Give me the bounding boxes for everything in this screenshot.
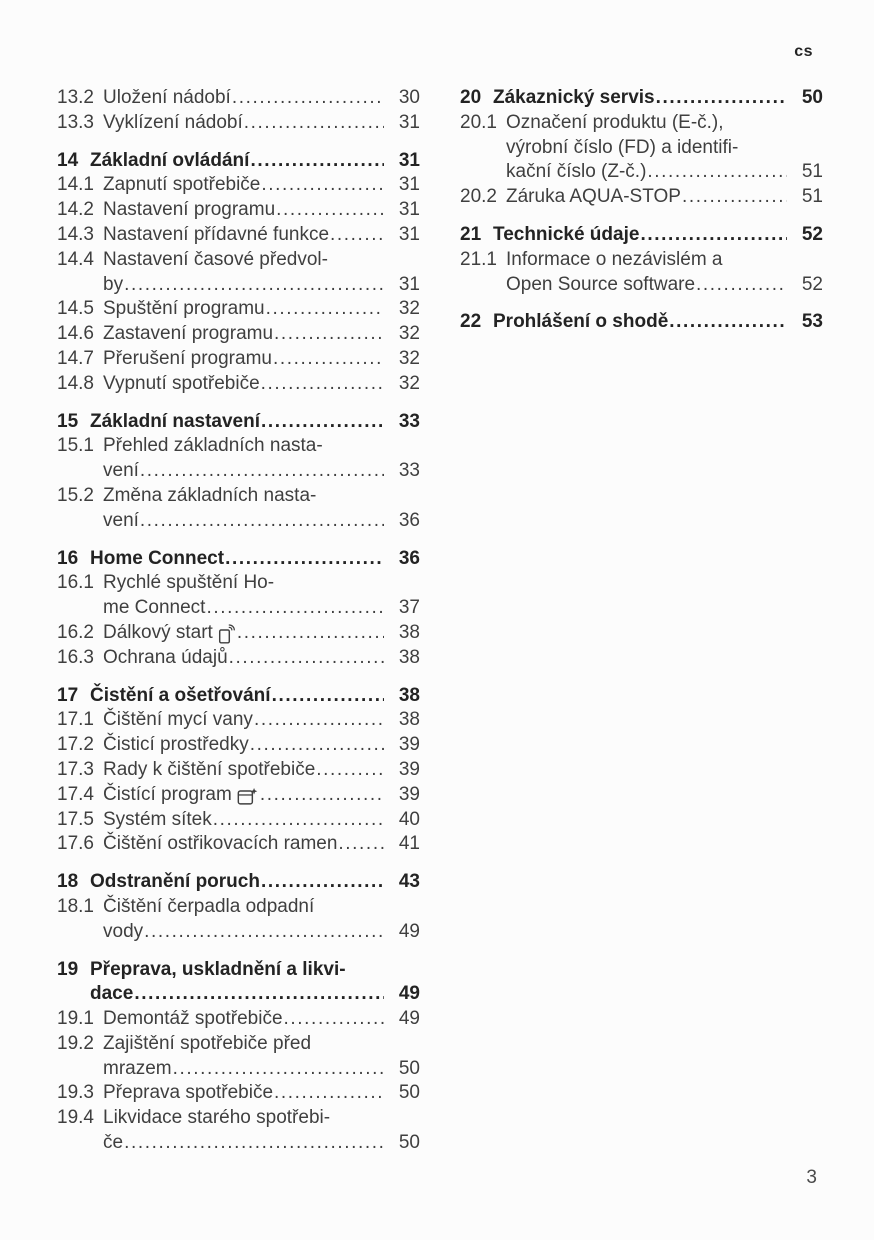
- toc-entry-number: 16: [57, 547, 79, 569]
- toc-entry-line: [103, 1057, 420, 1082]
- toc-subsection-entry: [57, 322, 420, 347]
- toc-entry-body: [493, 310, 823, 335]
- dots-leader: [261, 410, 384, 435]
- dots-leader: [213, 808, 384, 833]
- toc-entry-number: 18: [57, 871, 79, 893]
- toc-entry-number: 19.2: [57, 1032, 94, 1054]
- toc-entry-body: [103, 808, 420, 833]
- toc-entry-number: 17.1: [57, 709, 94, 731]
- toc-subsection-entry: [57, 621, 420, 646]
- dots-leader: [682, 185, 787, 210]
- toc-entry-body: [103, 198, 420, 223]
- toc-entry-title: vení: [103, 460, 139, 482]
- toc-entry-line: [103, 571, 420, 596]
- toc-entry-line: [103, 459, 420, 484]
- toc-entry-title: Vyklízení nádobí: [103, 111, 243, 133]
- toc-entry-page-number: 31: [398, 273, 420, 295]
- toc-entry-title: Informace o nezávislém a: [506, 248, 723, 270]
- toc-section-entry: [57, 958, 420, 1008]
- toc-entry-page-number: 31: [398, 199, 420, 221]
- toc-columns: [57, 86, 823, 1156]
- toc-entry-line: [103, 1007, 420, 1032]
- toc-entry-line: [90, 149, 420, 174]
- toc-entry-body: [103, 1007, 420, 1032]
- dots-leader: [273, 347, 384, 372]
- toc-entry-body: [103, 708, 420, 733]
- toc-entry-line: [103, 1032, 420, 1057]
- toc-entry-body: [506, 111, 823, 185]
- toc-entry-line: [90, 410, 420, 435]
- toc-entry-line: [90, 958, 420, 983]
- toc-section-entry: [57, 410, 420, 435]
- toc-subsection-entry: [57, 808, 420, 833]
- toc-subsection-entry: [57, 758, 420, 783]
- dots-leader: [254, 708, 384, 733]
- toc-entry-title: Čištění ostřikovacích ramen: [103, 833, 338, 855]
- dots-leader: [647, 160, 787, 185]
- toc-entry-page-number: 33: [398, 460, 420, 482]
- toc-entry-number: 17.6: [57, 833, 94, 855]
- toc-entry-page-number: 50: [398, 1057, 420, 1079]
- toc-subsection-entry: [57, 895, 420, 945]
- toc-subsection-entry: [57, 783, 420, 808]
- dots-leader: [266, 297, 384, 322]
- toc-section-entry: [57, 684, 420, 709]
- toc-entry-title: Čisticí prostředky: [103, 734, 249, 756]
- toc-subsection-entry: [57, 733, 420, 758]
- toc-entry-page-number: 51: [801, 186, 823, 208]
- toc-entry-title: Čištění čerpadla odpadní: [103, 895, 315, 917]
- toc-entry-body: [103, 347, 420, 372]
- toc-entry-line: [103, 708, 420, 733]
- toc-entry-body: [103, 173, 420, 198]
- dots-leader: [173, 1057, 384, 1082]
- toc-entry-number: 14.8: [57, 372, 94, 394]
- toc-entry-number: 19.3: [57, 1082, 94, 1104]
- toc-entry-line: [506, 160, 823, 185]
- toc-entry-line: [103, 808, 420, 833]
- toc-entry-title: Demontáž spotřebiče: [103, 1008, 283, 1030]
- toc-entry-body: [90, 149, 420, 174]
- toc-section-entry: [460, 310, 823, 335]
- dots-leader: [244, 111, 384, 136]
- toc-section-entry: [460, 86, 823, 111]
- toc-entry-number: 14.1: [57, 174, 94, 196]
- dots-leader: [640, 223, 787, 248]
- toc-entry-page-number: 50: [398, 1082, 420, 1104]
- toc-entry-body: [90, 410, 420, 435]
- toc-entry-title: Zapnutí spotřebiče: [103, 174, 261, 196]
- toc-entry-line: [103, 758, 420, 783]
- toc-entry-body: [493, 86, 823, 111]
- dots-leader: [261, 372, 384, 397]
- toc-entry-body: [103, 571, 420, 621]
- toc-entry-line: [103, 248, 420, 273]
- toc-entry-number: 20: [460, 87, 482, 108]
- toc-entry-number: 19: [57, 958, 79, 980]
- toc-entry-title: Rychlé spuštění Ho-: [103, 572, 275, 594]
- toc-entry-line: [103, 372, 420, 397]
- toc-entry-body: [103, 646, 420, 671]
- toc-entry-title: výrobní číslo (FD) a identifi-: [506, 136, 739, 158]
- toc-entry-line: [103, 223, 420, 248]
- dots-leader: [338, 832, 384, 857]
- toc-entry-body: [103, 248, 420, 298]
- toc-section-entry: [57, 149, 420, 174]
- toc-subsection-entry: [57, 1032, 420, 1082]
- toc-subsection-entry: [57, 347, 420, 372]
- toc-entry-title: Likvidace starého spotřebi-: [103, 1107, 331, 1129]
- toc-entry-title: Spuštění programu: [103, 298, 265, 320]
- toc-entry-line: [103, 322, 420, 347]
- dots-leader: [232, 86, 384, 111]
- dots-leader: [284, 1007, 384, 1032]
- toc-entry-page-number: 49: [398, 1008, 420, 1030]
- toc-entry-number: 20.2: [460, 186, 497, 208]
- toc-entry-body: [103, 621, 420, 646]
- toc-entry-line: [103, 86, 420, 111]
- toc-entry-body: [506, 248, 823, 298]
- toc-entry-number: 14.4: [57, 248, 94, 270]
- toc-subsection-entry: [57, 372, 420, 397]
- dots-leader: [261, 870, 384, 895]
- toc-entry-number: 17.5: [57, 808, 94, 830]
- toc-entry-title: mrazem: [103, 1057, 172, 1079]
- toc-entry-line: [103, 621, 420, 646]
- page-number: 3: [806, 1167, 817, 1188]
- toc-entry-page-number: 31: [398, 174, 420, 196]
- toc-entry-line: [103, 198, 420, 223]
- toc-entry-line: [493, 223, 823, 248]
- dots-leader: [274, 322, 384, 347]
- dots-leader: [274, 1081, 384, 1106]
- toc-section-entry: [57, 870, 420, 895]
- toc-subsection-entry: [57, 297, 420, 322]
- toc-entry-body: [90, 870, 420, 895]
- toc-entry-body: [90, 958, 420, 1008]
- toc-entry-body: [103, 1032, 420, 1082]
- toc-entry-line: [103, 509, 420, 534]
- toc-column-left: [57, 86, 420, 1156]
- toc-entry-number: 22: [460, 311, 482, 333]
- toc-entry-title: me Connect: [103, 597, 206, 619]
- toc-entry-number: 16.3: [57, 646, 94, 668]
- toc-entry-line: [506, 136, 823, 161]
- toc-entry-title: Technické údaje: [493, 223, 640, 245]
- toc-entry-body: [103, 372, 420, 397]
- toc-entry-line: [506, 273, 823, 298]
- dots-leader: [261, 173, 384, 198]
- toc-entry-body: [103, 733, 420, 758]
- toc-entry-title: Čistící program: [103, 783, 232, 805]
- toc-entry-body: [506, 185, 823, 210]
- toc-entry-number: 19.4: [57, 1107, 94, 1129]
- toc-entry-line: [506, 248, 823, 273]
- dots-leader: [225, 547, 384, 572]
- dots-leader: [206, 596, 384, 621]
- toc-entry-body: [90, 547, 420, 572]
- toc-entry-number: 17.4: [57, 783, 94, 805]
- toc-entry-title: Uložení nádobí: [103, 87, 231, 108]
- toc-entry-page-number: 30: [398, 87, 420, 108]
- toc-entry-line: [103, 347, 420, 372]
- toc-entry-page-number: 33: [398, 410, 420, 432]
- toc-subsection-entry: [57, 1007, 420, 1032]
- toc-entry-page-number: 49: [398, 920, 420, 942]
- toc-entry-body: [103, 297, 420, 322]
- toc-entry-body: [103, 783, 420, 808]
- toc-entry-line: [103, 273, 420, 298]
- toc-subsection-entry: [57, 198, 420, 223]
- toc-entry-number: 15.2: [57, 484, 94, 506]
- toc-entry-number: 21.1: [460, 248, 497, 270]
- dots-leader: [330, 223, 384, 248]
- toc-subsection-entry: [57, 484, 420, 534]
- toc-subsection-entry: [57, 1081, 420, 1106]
- toc-entry-line: [103, 1106, 420, 1131]
- toc-entry-page-number: 50: [801, 87, 823, 108]
- toc-entry-page-number: 31: [398, 223, 420, 245]
- toc-entry-title: Systém sítek: [103, 808, 212, 830]
- toc-entry-body: [90, 684, 420, 709]
- toc-entry-number: 18.1: [57, 895, 94, 917]
- toc-entry-page-number: 32: [398, 372, 420, 394]
- toc-entry-page-number: 40: [398, 808, 420, 830]
- toc-entry-line: [103, 1081, 420, 1106]
- toc-entry-body: [103, 111, 420, 136]
- toc-subsection-entry: [460, 185, 823, 210]
- toc-entry-page-number: 38: [398, 684, 420, 706]
- toc-entry-number: 17.3: [57, 758, 94, 780]
- toc-entry-line: [103, 646, 420, 671]
- toc-entry-line: [103, 1131, 420, 1156]
- toc-entry-number: 17.2: [57, 734, 94, 756]
- toc-column-right: [460, 86, 823, 1156]
- toc-entry-title: Přeprava spotřebiče: [103, 1082, 274, 1104]
- dots-leader: [250, 149, 384, 174]
- dots-leader: [276, 198, 384, 223]
- toc-entry-title: Přeprava, uskladnění a likvi-: [90, 958, 346, 980]
- toc-entry-body: [103, 484, 420, 534]
- toc-entry-title: Ochrana údajů: [103, 646, 228, 668]
- toc-entry-body: [103, 1081, 420, 1106]
- toc-entry-title: Vypnutí spotřebiče: [103, 372, 260, 394]
- toc-entry-title: Nastavení programu: [103, 199, 276, 221]
- toc-entry-title: vody: [103, 920, 144, 942]
- toc-entry-title: Prohlášení o shodě: [493, 311, 669, 333]
- toc-entry-number: 19.1: [57, 1008, 94, 1030]
- toc-entry-title: vení: [103, 509, 139, 531]
- toc-entry-number: 15: [57, 410, 79, 432]
- toc-entry-title: kační číslo (Z-č.): [506, 161, 647, 183]
- toc-entry-body: [493, 223, 823, 248]
- toc-entry-title: Open Source software: [506, 273, 696, 295]
- dots-leader: [134, 982, 384, 1007]
- toc-entry-line: [103, 895, 420, 920]
- toc-entry-title: Nastavení časové předvol-: [103, 248, 328, 270]
- dots-leader: [237, 621, 384, 646]
- remote-start-icon: [218, 624, 235, 644]
- toc-subsection-entry: [57, 832, 420, 857]
- toc-entry-body: [103, 895, 420, 945]
- dots-leader: [272, 684, 384, 709]
- dots-leader: [124, 273, 384, 298]
- toc-subsection-entry: [57, 86, 420, 111]
- dots-leader: [260, 783, 384, 808]
- toc-entry-number: 13.3: [57, 111, 94, 133]
- toc-subsection-entry: [57, 111, 420, 136]
- toc-entry-title: Čistění a ošetřování: [90, 684, 271, 706]
- toc-entry-page-number: 39: [398, 758, 420, 780]
- toc-entry-page-number: 53: [801, 311, 823, 333]
- toc-entry-page-number: 51: [801, 161, 823, 183]
- toc-entry-line: [103, 733, 420, 758]
- dots-leader: [229, 646, 384, 671]
- toc-entry-body: [103, 758, 420, 783]
- toc-subsection-entry: [57, 1106, 420, 1156]
- toc-entry-title: Záruka AQUA-STOP: [506, 186, 681, 208]
- toc-entry-number: 14.7: [57, 347, 94, 369]
- toc-entry-page-number: 43: [398, 871, 420, 893]
- toc-subsection-entry: [460, 111, 823, 185]
- toc-entry-line: [90, 547, 420, 572]
- toc-entry-number: 14.3: [57, 223, 94, 245]
- toc-entry-number: 16.2: [57, 621, 94, 643]
- toc-entry-line: [90, 982, 420, 1007]
- toc-entry-body: [103, 322, 420, 347]
- toc-entry-page-number: 52: [801, 223, 823, 245]
- dots-leader: [669, 310, 787, 335]
- toc-entry-title: Zákaznický servis: [493, 87, 655, 108]
- toc-entry-title: Přehled základních nasta-: [103, 435, 323, 457]
- toc-entry-number: 16.1: [57, 572, 94, 594]
- toc-entry-title: Označení produktu (E-č.),: [506, 111, 724, 133]
- toc-entry-page-number: 49: [398, 983, 420, 1005]
- toc-subsection-entry: [460, 248, 823, 298]
- dots-leader: [316, 758, 384, 783]
- toc-entry-number: 15.1: [57, 435, 94, 457]
- toc-entry-line: [506, 111, 823, 136]
- toc-entry-line: [103, 484, 420, 509]
- toc-entry-page-number: 31: [398, 149, 420, 171]
- toc-subsection-entry: [57, 646, 420, 671]
- toc-entry-line: [90, 684, 420, 709]
- toc-entry-line: [103, 832, 420, 857]
- toc-entry-page-number: 32: [398, 347, 420, 369]
- toc-entry-line: [506, 185, 823, 210]
- toc-entry-page-number: 32: [398, 298, 420, 320]
- dots-leader: [140, 459, 384, 484]
- toc-entry-title: Zajištění spotřebiče před: [103, 1032, 312, 1054]
- toc-entry-number: 13.2: [57, 87, 94, 108]
- toc-entry-body: [103, 1106, 420, 1156]
- toc-entry-line: [103, 596, 420, 621]
- toc-entry-number: 21: [460, 223, 482, 245]
- dots-leader: [250, 733, 384, 758]
- dots-leader: [144, 920, 384, 945]
- dots-leader: [140, 509, 384, 534]
- toc-entry-page-number: 36: [398, 547, 420, 569]
- toc-subsection-entry: [57, 708, 420, 733]
- toc-entry-title: Odstranění poruch: [90, 871, 260, 893]
- toc-entry-line: [103, 173, 420, 198]
- toc-entry-number: 14: [57, 149, 79, 171]
- dots-leader: [124, 1131, 384, 1156]
- toc-entry-line: [493, 310, 823, 335]
- toc-entry-body: [103, 223, 420, 248]
- language-code: cs: [794, 43, 813, 60]
- toc-entry-page-number: 52: [801, 273, 823, 295]
- toc-entry-line: [103, 920, 420, 945]
- toc-subsection-entry: [57, 434, 420, 484]
- toc-entry-number: 17: [57, 684, 79, 706]
- dots-leader: [656, 86, 787, 111]
- toc-entry-line: [103, 434, 420, 459]
- toc-section-entry: [460, 223, 823, 248]
- toc-entry-number: 14.5: [57, 298, 94, 320]
- toc-entry-title: Základní ovládání: [90, 149, 250, 171]
- toc-entry-title: Home Connect: [90, 547, 225, 569]
- dots-leader: [696, 273, 787, 298]
- toc-entry-page-number: 50: [398, 1132, 420, 1154]
- toc-entry-title: Základní nastavení: [90, 410, 261, 432]
- toc-entry-number: 14.6: [57, 323, 94, 345]
- toc-entry-line: [90, 870, 420, 895]
- toc-entry-page-number: 39: [398, 783, 420, 805]
- toc-entry-title: by: [103, 273, 124, 295]
- cleaning-program-icon: [237, 788, 258, 805]
- toc-entry-page-number: 31: [398, 111, 420, 133]
- toc-entry-body: [103, 434, 420, 484]
- toc-entry-line: [103, 783, 420, 808]
- toc-entry-title: če: [103, 1132, 124, 1154]
- toc-entry-title: Zastavení programu: [103, 323, 274, 345]
- toc-entry-title: Dálkový start: [103, 621, 213, 643]
- toc-entry-page-number: 37: [398, 597, 420, 619]
- toc-entry-title: dace: [90, 983, 134, 1005]
- toc-subsection-entry: [57, 223, 420, 248]
- toc-entry-number: 20.1: [460, 111, 497, 133]
- toc-entry-page-number: 41: [398, 833, 420, 855]
- toc-entry-body: [103, 832, 420, 857]
- toc-entry-page-number: 36: [398, 509, 420, 531]
- toc-entry-page-number: 38: [398, 709, 420, 731]
- toc-entry-number: 14.2: [57, 199, 94, 221]
- toc-entry-line: [493, 86, 823, 111]
- toc-entry-line: [103, 297, 420, 322]
- toc-entry-page-number: 38: [398, 621, 420, 643]
- toc-entry-page-number: 32: [398, 323, 420, 345]
- toc-entry-title: Přerušení programu: [103, 347, 272, 369]
- toc-entry-title: Nastavení přídavné funkce: [103, 223, 330, 245]
- toc-entry-page-number: 38: [398, 646, 420, 668]
- toc-section-entry: [57, 547, 420, 572]
- toc-subsection-entry: [57, 571, 420, 621]
- toc-entry-line: [103, 111, 420, 136]
- toc-entry-body: [103, 86, 420, 111]
- toc-entry-title: Změna základních nasta-: [103, 484, 317, 506]
- toc-subsection-entry: [57, 248, 420, 298]
- toc-entry-title: Rady k čištění spotřebiče: [103, 758, 316, 780]
- toc-entry-title: Čištění mycí vany: [103, 709, 253, 731]
- toc-entry-page-number: 39: [398, 734, 420, 756]
- toc-subsection-entry: [57, 173, 420, 198]
